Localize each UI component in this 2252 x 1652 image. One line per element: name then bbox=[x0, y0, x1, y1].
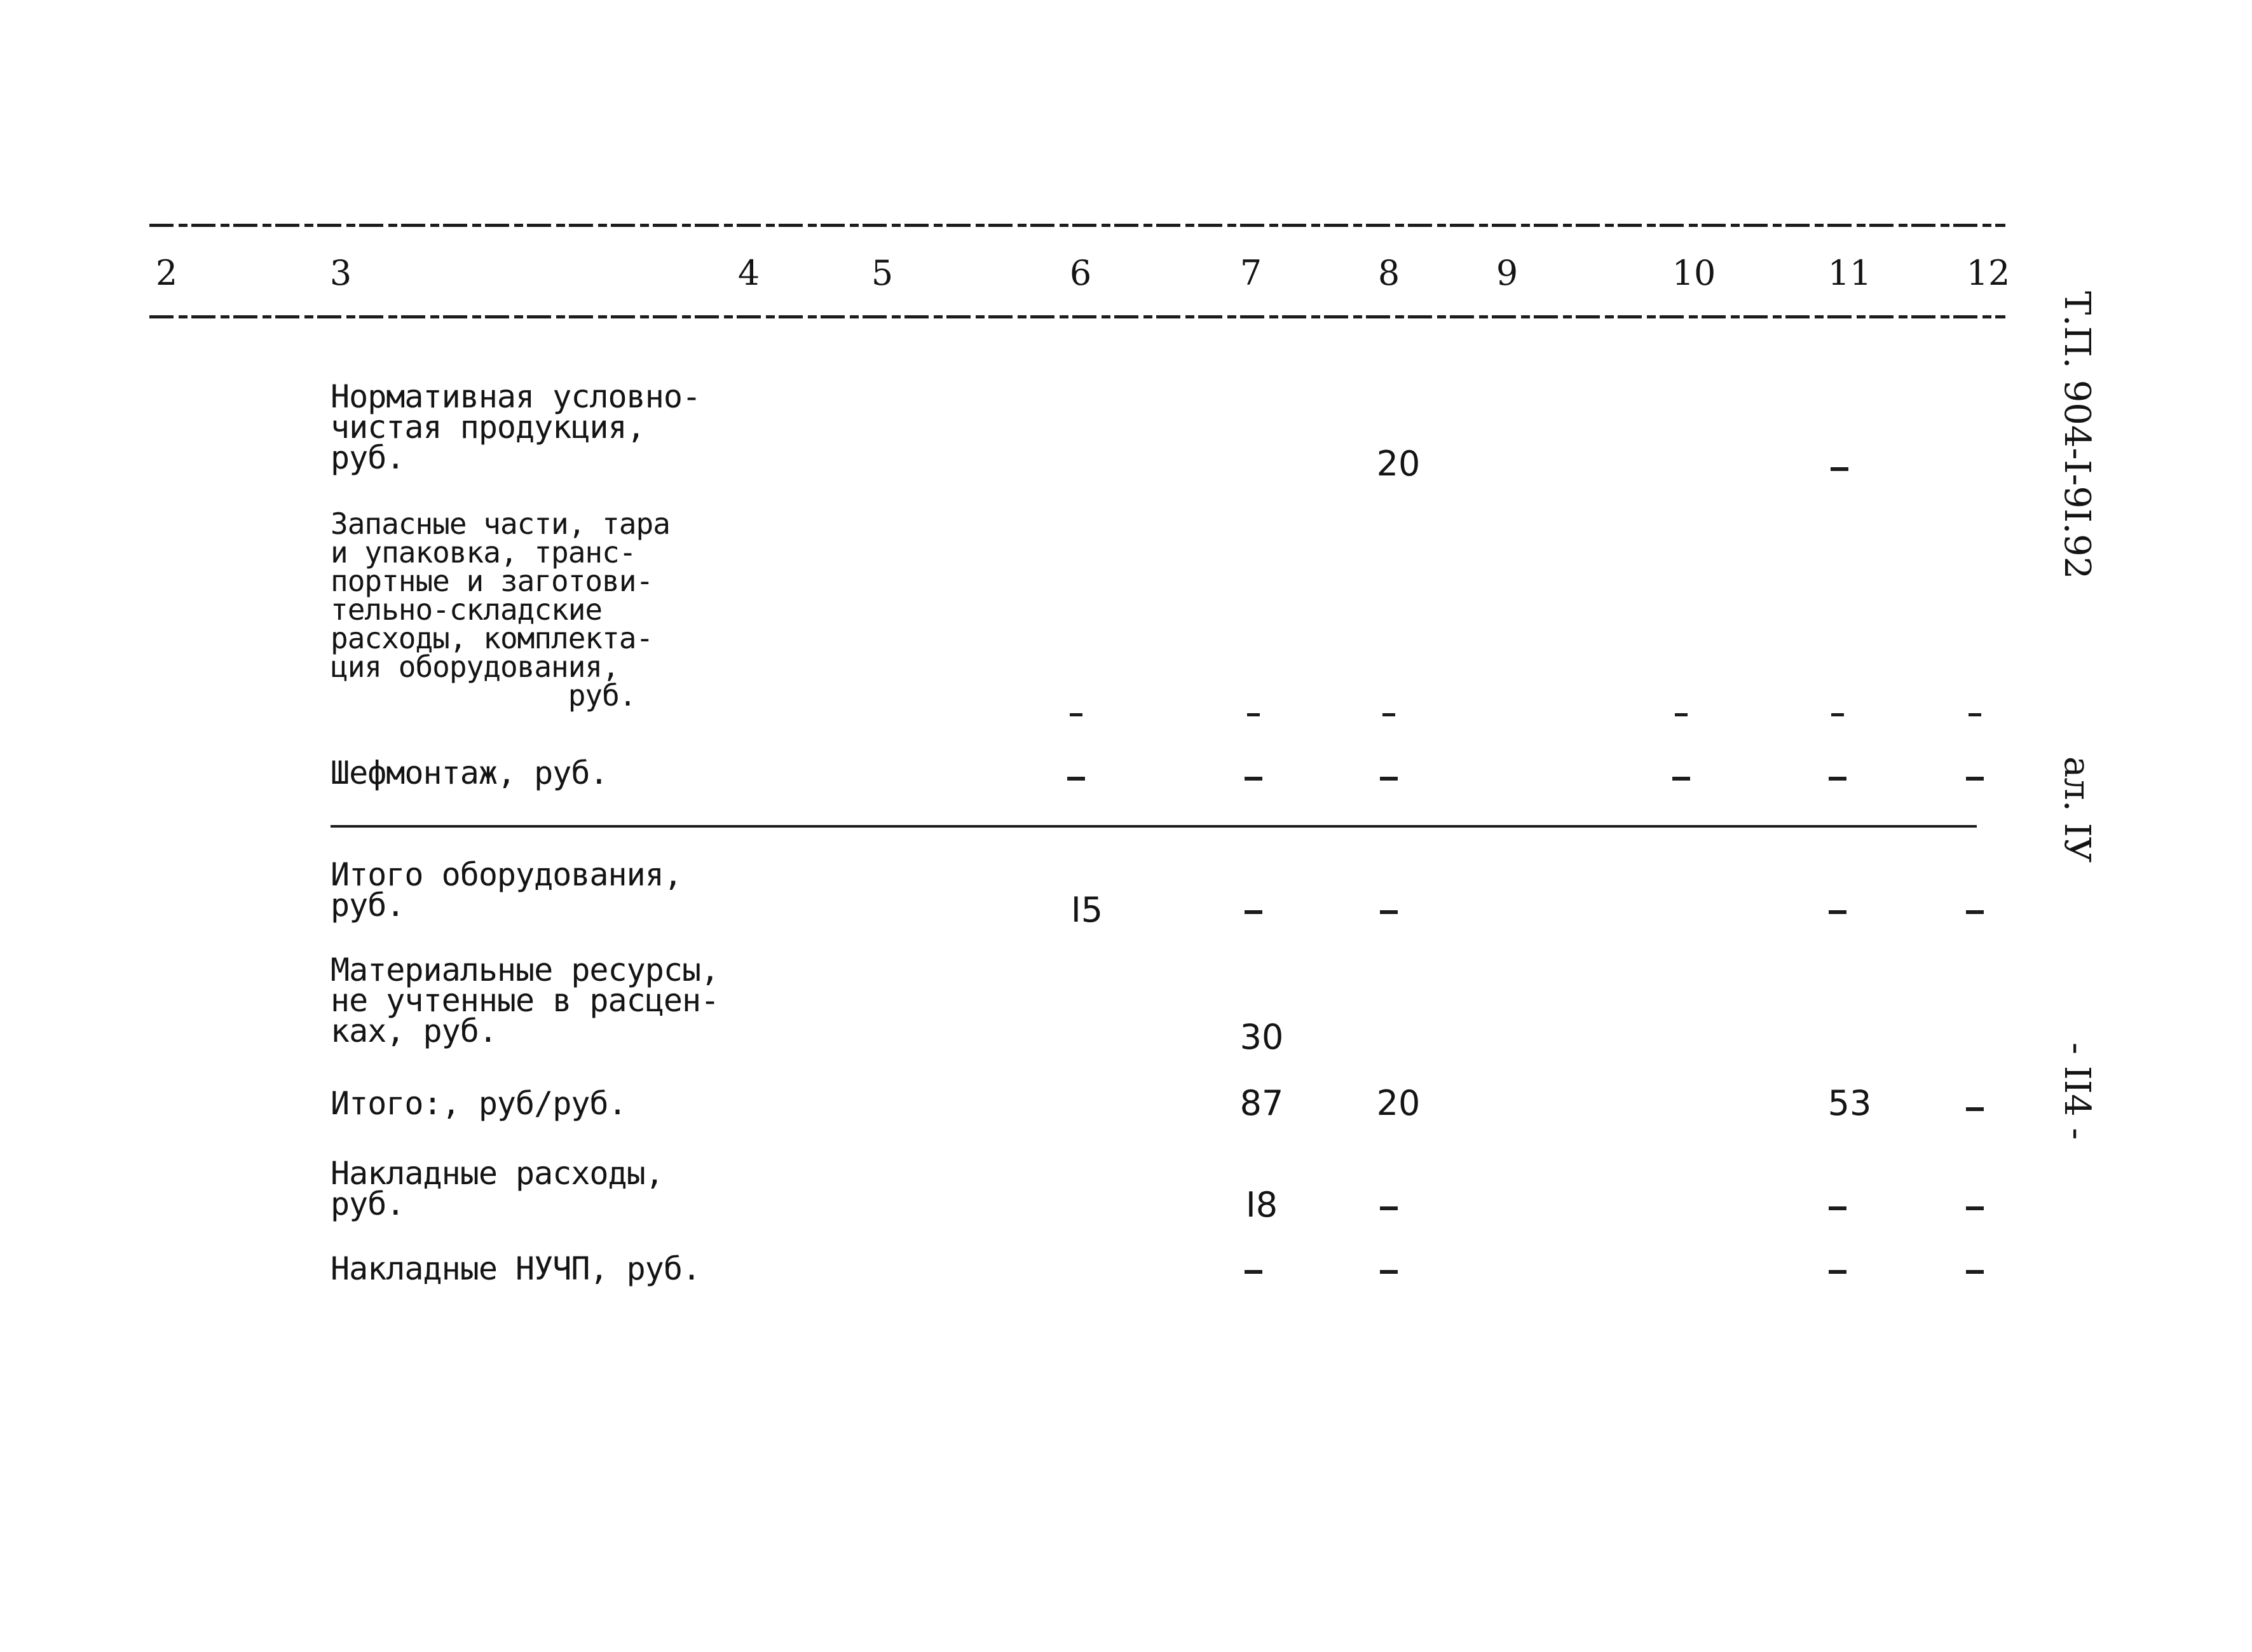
column-header: 8 bbox=[1377, 253, 1400, 293]
row-label: Материальные ресурсы, не учтенные в расцен- ках, руб. bbox=[331, 952, 720, 1049]
row-label: Накладные расходы, руб. bbox=[331, 1155, 664, 1222]
empty-value-dash bbox=[1969, 713, 1981, 716]
empty-value-dash bbox=[1245, 777, 1262, 781]
empty-value-dash bbox=[1831, 467, 1848, 471]
column-header: 6 bbox=[1069, 253, 1092, 293]
empty-value-dash bbox=[1245, 1270, 1262, 1274]
table-cell: I5 bbox=[1070, 890, 1103, 930]
table-cell: 87 bbox=[1239, 1083, 1284, 1123]
empty-value-dash bbox=[1966, 910, 1984, 914]
empty-value-dash bbox=[1380, 1206, 1398, 1210]
document-reference: Т.П. 904-I-9I.92 bbox=[2056, 291, 2098, 580]
empty-value-dash bbox=[1966, 1206, 1984, 1210]
empty-value-dash bbox=[1829, 777, 1846, 781]
column-header: 7 bbox=[1239, 253, 1262, 293]
table-cell: 20 bbox=[1376, 444, 1421, 484]
empty-value-dash bbox=[1966, 1107, 1984, 1111]
table-cell: 53 bbox=[1827, 1083, 1872, 1123]
column-header: 2 bbox=[155, 253, 178, 293]
row-label: Накладные НУЧП, руб. bbox=[331, 1250, 701, 1287]
empty-value-dash bbox=[1380, 777, 1398, 781]
header-bottom-rule bbox=[149, 315, 2005, 318]
empty-value-dash bbox=[1067, 777, 1085, 781]
empty-value-dash bbox=[1966, 777, 1984, 781]
empty-value-dash bbox=[1675, 713, 1688, 716]
column-header: 10 bbox=[1672, 253, 1716, 293]
empty-value-dash bbox=[1831, 713, 1844, 716]
album-label: ал. IУ bbox=[2056, 756, 2098, 863]
empty-value-dash bbox=[1247, 713, 1260, 716]
column-header: 9 bbox=[1496, 253, 1518, 293]
column-header: 11 bbox=[1827, 253, 1872, 293]
empty-value-dash bbox=[1382, 713, 1395, 716]
table-cell: 20 bbox=[1376, 1083, 1421, 1123]
empty-value-dash bbox=[1380, 910, 1398, 914]
empty-value-dash bbox=[1672, 777, 1690, 781]
empty-value-dash bbox=[1829, 1270, 1846, 1274]
table-cell: I8 bbox=[1245, 1185, 1278, 1225]
empty-value-dash bbox=[1829, 910, 1846, 914]
column-header: 5 bbox=[871, 253, 894, 293]
empty-value-dash bbox=[1829, 1206, 1846, 1210]
row-label: Итого оборудования, руб. bbox=[331, 856, 682, 924]
empty-value-dash bbox=[1380, 1270, 1398, 1274]
page-number: - II4 - bbox=[2056, 1042, 2098, 1140]
row-label: Запасные части, тара и упаковка, транс- портные и заготови- тельно-складские расходы, комплекта- ция оборудования, руб. bbox=[331, 507, 670, 713]
empty-value-dash bbox=[1070, 713, 1082, 716]
row-label: Итого:, руб/руб. bbox=[331, 1085, 627, 1122]
row-label: Шефмонтаж, руб. bbox=[331, 754, 608, 791]
column-header: 3 bbox=[329, 253, 352, 293]
table-cell: 30 bbox=[1239, 1017, 1284, 1057]
empty-value-dash bbox=[1245, 910, 1262, 914]
row-label: Нормативная условно- чистая продукция, руб. bbox=[331, 378, 701, 476]
empty-value-dash bbox=[1966, 1270, 1984, 1274]
column-header: 12 bbox=[1966, 253, 2010, 293]
table-top-rule bbox=[149, 224, 2005, 227]
section-separator bbox=[331, 825, 1977, 828]
column-header: 4 bbox=[737, 253, 760, 293]
